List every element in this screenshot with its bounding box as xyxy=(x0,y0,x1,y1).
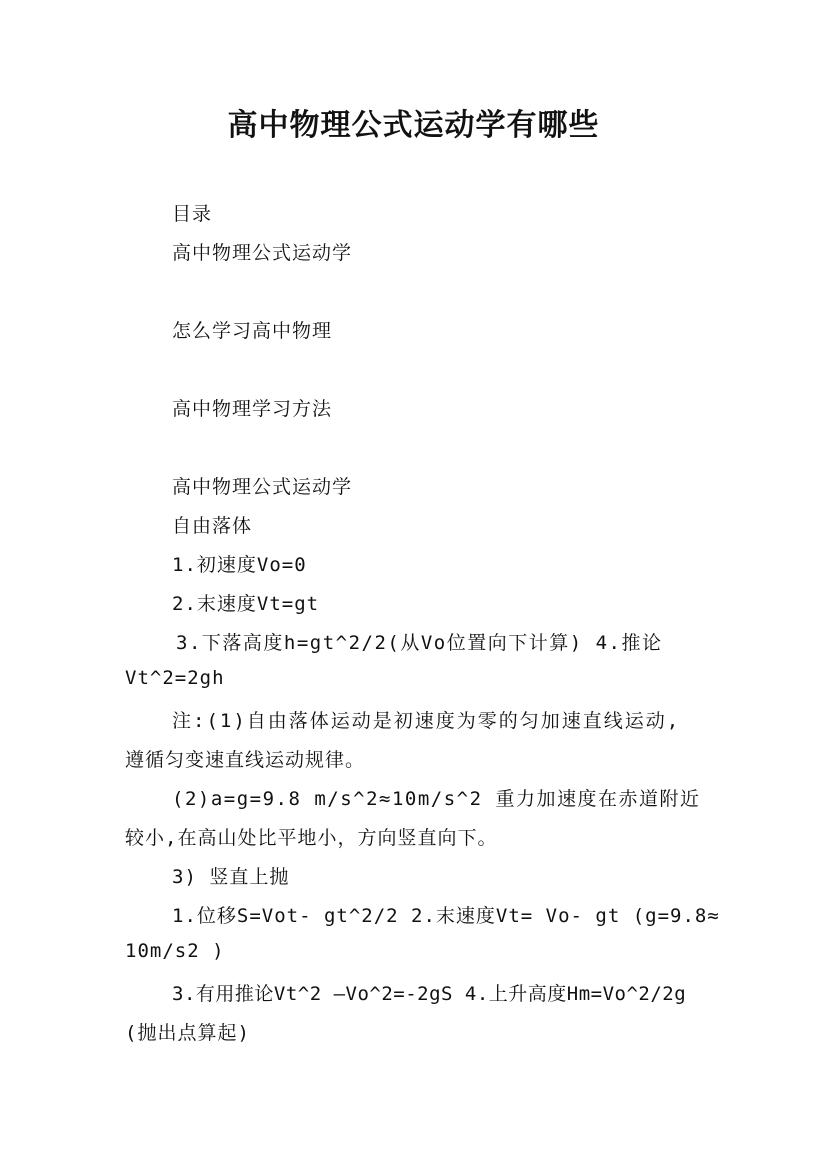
document-title: 高中物理公式运动学有哪些 xyxy=(227,108,600,143)
subsection-title: 自由落体 xyxy=(172,515,253,537)
body-line: 10m/s2 ) xyxy=(125,940,225,962)
body-line: Vt^2=2gh xyxy=(125,667,225,689)
toc-item-2[interactable]: 怎么学习高中物理 xyxy=(172,320,333,342)
body-line: 遵循匀变速直线运动规律。 xyxy=(125,749,366,771)
body-line: 3.有用推论Vt^2 –Vo^2=-2gS 4.上升高度Hm=Vo^2/2g xyxy=(172,983,687,1005)
section-title: 高中物理公式运动学 xyxy=(172,476,353,498)
body-line: (2)a=g=9.8 m/s^2≈10m/s^2 重力加速度在赤道附近 xyxy=(172,788,701,810)
body-line: 3.下落高度h=gt^2/2(从Vo位置向下计算) 4.推论 xyxy=(176,632,663,654)
toc-heading: 目录 xyxy=(172,203,213,225)
body-line: 1.初速度Vo=0 xyxy=(172,554,307,576)
body-line: (抛出点算起) xyxy=(125,1022,250,1044)
body-line: 注:(1)自由落体运动是初速度为零的匀加速直线运动, xyxy=(172,710,681,732)
toc-item-3[interactable]: 高中物理学习方法 xyxy=(172,398,333,420)
body-line: 2.末速度Vt=gt xyxy=(172,593,320,615)
toc-item-1[interactable]: 高中物理公式运动学 xyxy=(172,242,353,264)
body-line: 1.位移S=Vot- gt^2/2 2.末速度Vt= Vo- gt (g=9.8≈ xyxy=(172,905,720,927)
body-line: 3) 竖直上抛 xyxy=(172,866,290,888)
body-line: 较小,在高山处比平地小，方向竖直向下。 xyxy=(125,827,498,849)
